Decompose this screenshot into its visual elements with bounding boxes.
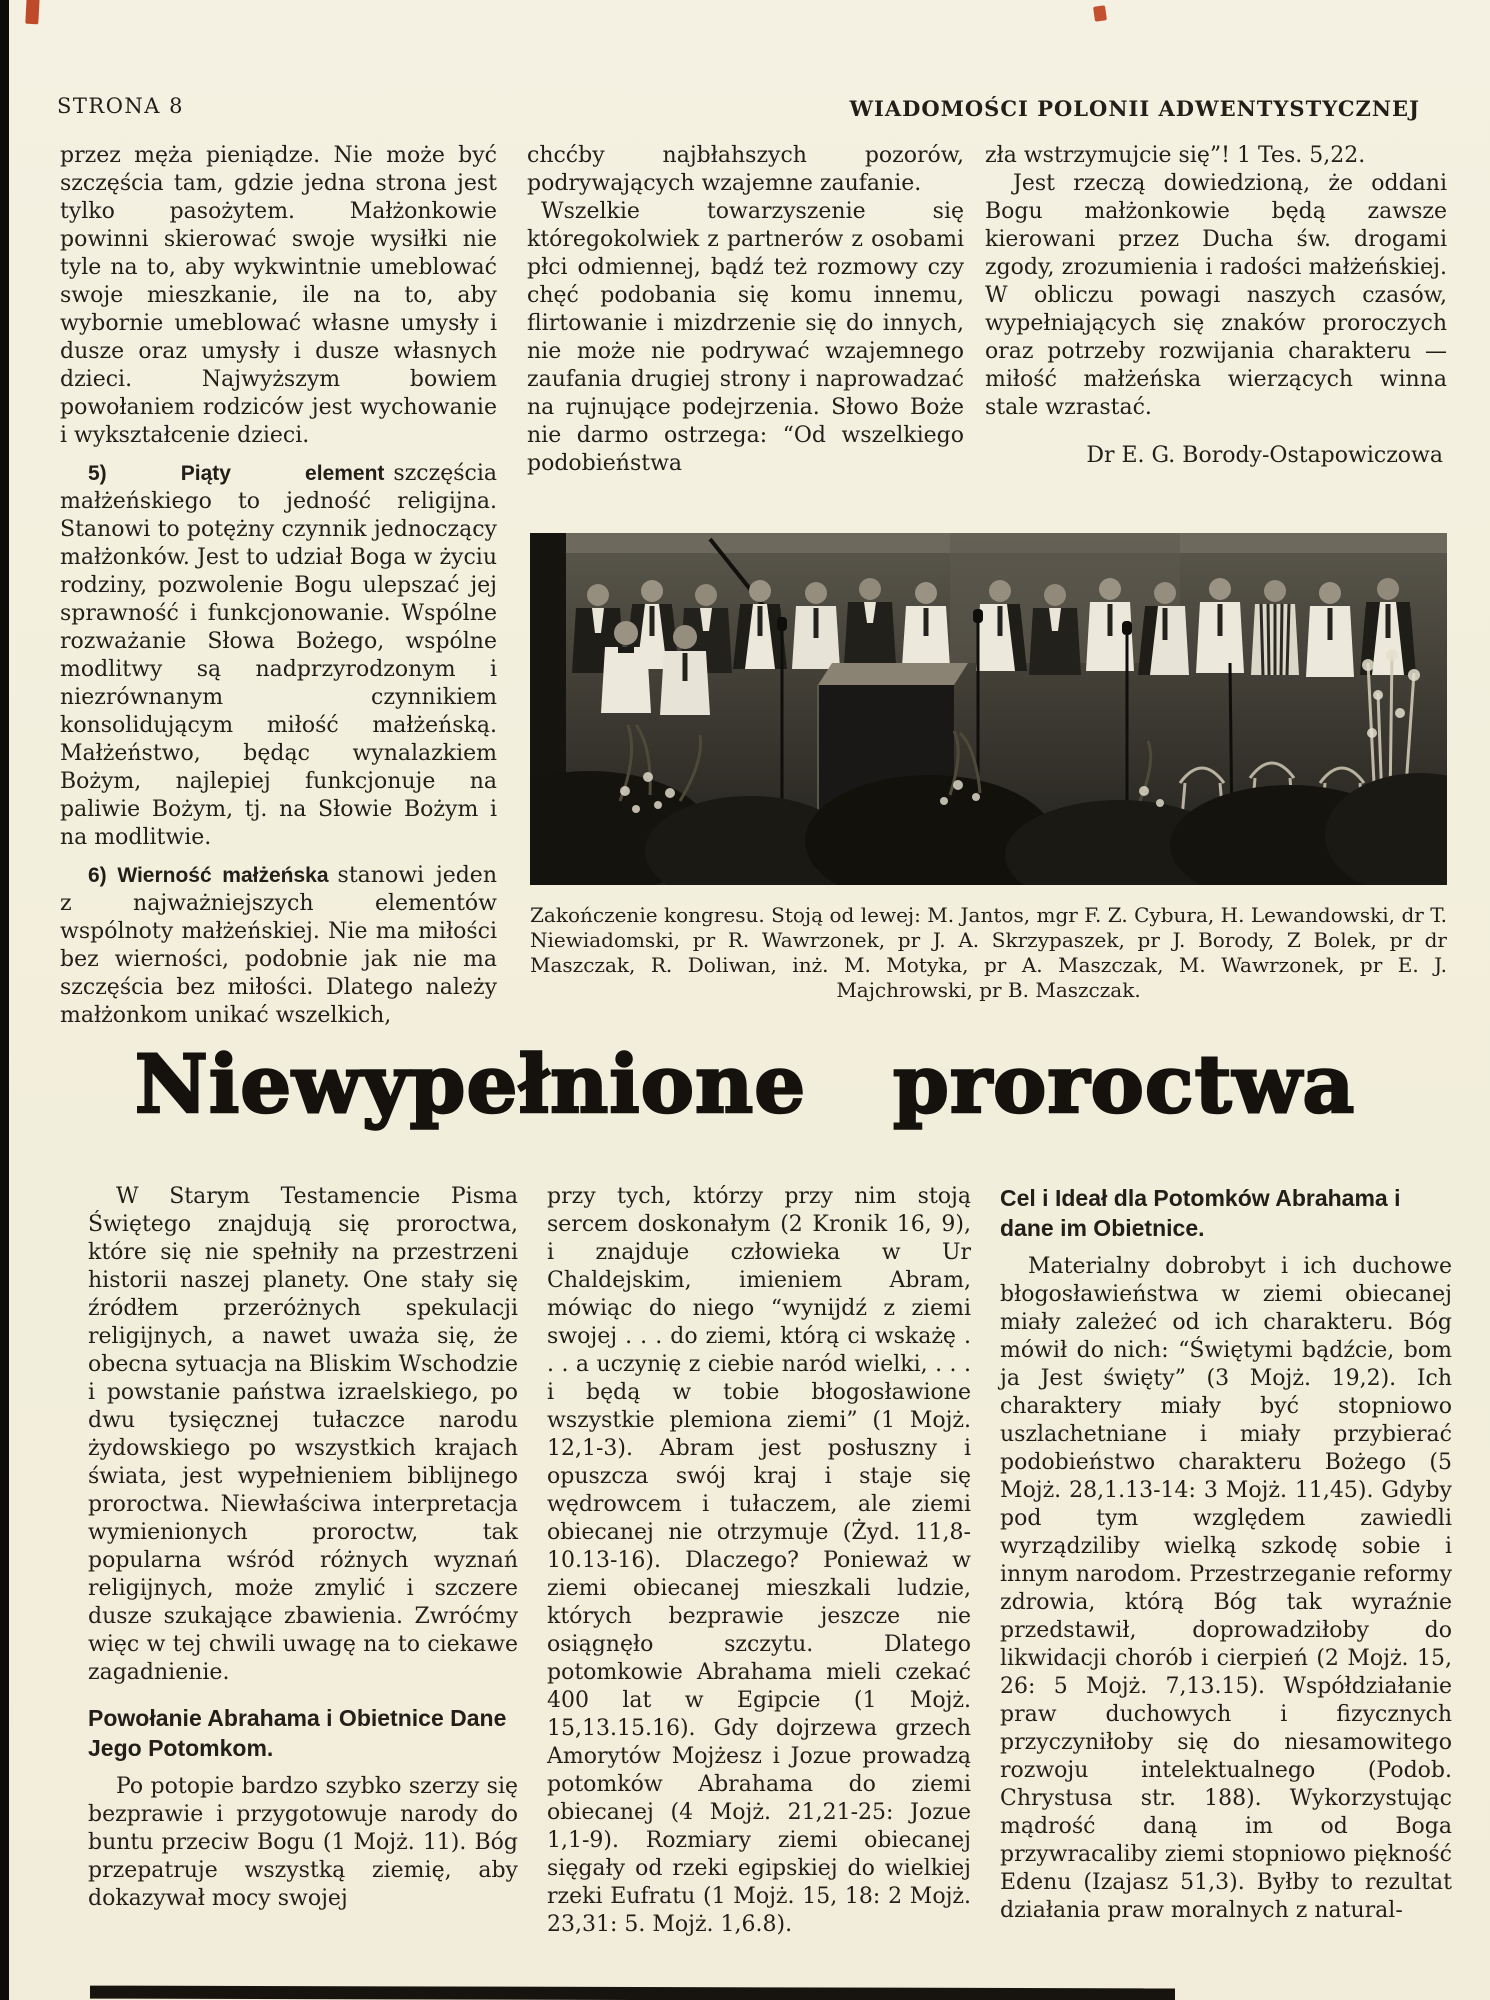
masthead-title: WIADOMOŚCI POLONII ADWENTYSTYCZNEJ — [849, 96, 1420, 121]
congress-photo — [530, 533, 1447, 885]
author-byline: Dr E. G. Borody-Ostapowiczowa — [1086, 443, 1443, 468]
paragraph: Po potopie bardzo szybko szerzy się bezprawie i przygotowuje narody do buntu przeciw Bogu (1 Mojż. 11). Bóg przepatruje wszystką ziemię, aby dokazywał mocy swojej — [88, 1774, 518, 1911]
paragraph: Materialny dobrobyt i ich duchowe błogosławieństwa w ziemi obiecanej miały zależeć od ich charakteru. Bóg mówił do nich: “Świętymi bądźcie, bom ja Jest święty” (3 Mojż. 19,2). Ich charaktery miały być stopniowo uszlachetniane i miały przybierać podobieństwo charakteru Bożego (5 Mojż. 28,1.13-14: 3 Mojż. 11,45). Gdyby pod tym względem zawiedli wyrządziliby wielką szkodę sobie i innym narodom. Przestrzeganie reformy zdrowia, którą Bóg tak wyraźnie przedstawił, doprowadziłoby do likwidacji chorób i cierpień (2 Mojż. 15, 26: 5 Mojż. 7,13.15). Współdziałanie praw duchowych i fizycznych przyczyniłoby się do niesamowitego rozwoju intelektualnego (Podob. Chrystusa str. 188). Wykorzystując mądrość daną im od Boga przywracaliby ziemi stopniowo piękność Edenu (Izajasz 51,3). Byłby to rezultat działania praw moralnych z natural- — [1000, 1254, 1452, 1923]
paragraph: W Starym Testamencie Pisma Świętego znajdują się proroctwa, które się nie spełniły na przestrzeni historii naszej planety. One stały się źródłem przeróżnych spekulacji religijnych, a nawet uważa się, że obecna sytuacja na Bliskim Wschodzie i powstanie państwa izraelskiego, po dwu tysięcznej tułaczce narodu żydowskiego po wszystkich krajach świata, jest wypełnieniem biblijnego proroctwa. Niewłaściwa interpretacja wymienionych proroctw, tak popularna wśród różnych wyznań religijnych, może zmylić i szczere dusze szukające zbawienia. Zwróćmy więc w tej chwili uwagę na to ciekawe zagadnienie. — [88, 1184, 518, 1685]
top-article-column-2 — [527, 142, 964, 478]
paragraph: przy tych, którzy przy nim stoją sercem doskonałym (2 Kronik 16, 9), i znajduje człowieka w Ur Chaldejskim, imieniem Abram, mówiąc do niego “wynijdź z ziemi swojej . . . do ziemi, którą ci wskażę . . . a uczynię z ciebie naród wielki, . . . i będą w tobie błogosławione wszystkie plemiona ziemi” (1 Mojż. 12,1-3). Abram jest posłuszny i opuszcza swój kraj i staje się wędrowcem i tułaczem, ale ziemi obiecanej nie otrzymuje (Żyd. 11,8-10.13-16). Dlaczego? Ponieważ w ziemi obiecanej mieszkali ludzie, których bezprawie jeszcze nie osiągnęło szczytu. Dlatego potomkowie Abrahama mieli czekać 400 lat w Egipcie (1 Mojż. 15,13.15.16). Gdy dojrzewa grzech Amorytów Mojżesz i Jozue prowadzą potomków Abrahama do ziemi obiecanej (4 Mojż. 21,21-25: Jozue 1,1-9). Rozmiary ziemi obiecanej sięgały od rzeki egipskiej do wielkiej rzeki Eufratu (1 Mojż. 15, 18: 2 Mojż. 23,31: 5. Mojż. 1,6.8). — [547, 1184, 971, 1937]
top-article-column-1 — [60, 142, 497, 1030]
section-heading: Cel i Ideał dla Potomków Abrahama i dane im Obietnice. — [1000, 1185, 1401, 1241]
section-heading: Powołanie Abrahama i Obietnice Dane Jego Potomkom. — [88, 1705, 507, 1761]
red-registration-mark-center — [1093, 5, 1107, 22]
paragraph: przez męża pieniądze. Nie może być szczęścia tam, gdzie jedna strona jest tylko pasożytem. Małżonkowie powinni skierować swoje wysiłki nie tyle na to, aby wykwintnie umeblować swoje mieszkanie, ile na to, aby wybornie umeblować własne umysły i dusze oraz umysły i dusze własnych dzieci. Najwyższym bowiem powołaniem rodziców jest wychowanie i wykształcenie dzieci. — [60, 143, 497, 448]
numbered-point-lead-6: 6) Wierność małżeńska — [88, 864, 329, 887]
paragraph: chcćby najbłahszych pozorów, podrywających wzajemne zaufanie. — [527, 143, 964, 196]
page-number-label: STRONA 8 — [57, 94, 184, 118]
numbered-point-lead-5: 5) Piąty element — [88, 462, 385, 485]
photo-caption: Zakończenie kongresu. Stoją od lewej: M. Jantos, mgr F. Z. Cybura, H. Lewandowski, dr T. Niewiadomski, pr R. Wawrzonek, pr J. A. Skrzypaszek, pr J. Borody, Z Bolek, pr dr Maszczak, R. Doliwan, inż. M. Motyka, pr A. Maszczak, M. Wawrzonek, pr E. J. Majchrowski, pr B. Maszczak. — [530, 903, 1447, 1002]
paragraph — [60, 862, 497, 1030]
scan-edge-left — [0, 0, 9, 2000]
red-registration-mark-left — [25, 0, 39, 24]
paragraph: Wszelkie towarzyszenie się któregokolwiek z partnerów z osobami płci odmiennej, bądź też rozmowy czy chęć podobania się komu innemu, flirtowanie i mizdrzenie się do innych, nie może nie podrywać wzajemnego zaufania drugiej strony i naprowadzać na rujnujące podejrzenia. Słowo Boże nie darmo ostrzega: “Od wszelkiego podobieństwa — [527, 199, 964, 476]
scan-edge-bottom — [90, 1986, 1175, 2000]
article-headline: Niewypełnione proroctwa — [134, 1037, 1356, 1131]
top-article-column-3 — [985, 142, 1447, 470]
paragraph: zła wstrzymujcie się”! 1 Tes. 5,22. — [985, 143, 1366, 168]
bottom-article-column-2 — [547, 1183, 971, 1939]
paragraph: Jest rzeczą dowiedzioną, że oddani Bogu małżonkowie będą zawsze kierowani przez Ducha św. drogami zgody, zrozumienia i radości małżeńskiej. W obliczu powagi naszych czasów, wypełniających się znaków proroczych oraz potrzeby rozwijania charakteru — miłość małżeńska wierzących winna stale wzrastać. — [985, 171, 1447, 420]
bottom-article-column-3 — [1000, 1183, 1452, 1925]
congress-photo-illustration — [530, 533, 1447, 885]
bottom-article-column-1 — [88, 1183, 518, 1913]
paragraph-text: szczęścia małżeńskiego to jedność religijna. Stanowi to potężny czynnik jednoczący małżonków. Jest to udział Boga w życiu rodziny, pozwolenie Bogu ulepszać jej sprawność i funkcjonowanie. Wspólne rozważanie Słowa Bożego, wspólne modlitwy są nadprzyrodzonym i niezrównanym czynnikiem konsolidującym miłość małżeńską. Małżeństwo, będąc wynalazkiem Bożym, najlepiej funkcjonuje na paliwie Bożym, tj. na Słowie Bożym i na modlitwie. — [60, 461, 497, 850]
paragraph-text: stanowi jeden z najważniejszych elementów wspólnoty małżeńskiej. Nie ma miłości bez wierności, podobnie jak nie ma szczęścia bez miłości. Dlatego należy małżonkom unikać wszelkich, — [60, 863, 497, 1028]
paragraph — [60, 460, 497, 852]
